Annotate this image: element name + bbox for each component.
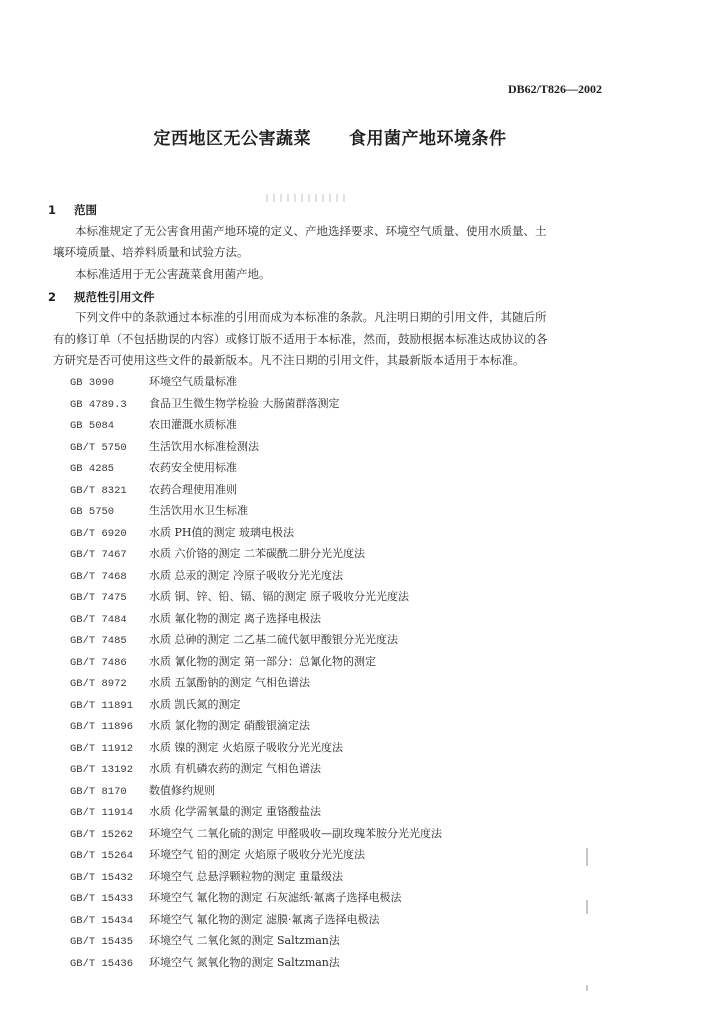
reference-code: GB/T 15435 <box>70 936 134 948</box>
section-2-intro-line-2: 有的修订单（不包括勘误的内容）或修订版不适用于本标准，然而，鼓励根据本标准达成协议的各 <box>53 332 548 346</box>
reference-title: 水质 氰化物的测定 第一部分：总氰化物的测定 <box>149 654 376 668</box>
reference-list <box>70 371 610 973</box>
reference-title: 水质 铜、锌、铅、镉、镉的测定 原子吸收分光光度法 <box>149 590 409 603</box>
document-code: DB62/T826—2002 <box>507 82 602 96</box>
section-1-number: 1 <box>48 203 57 217</box>
reference-title: 水质 化学需氧量的测定 重铬酸盐法 <box>149 805 321 818</box>
reference-title: 水质 五氯酚钠的测定 气相色谱法 <box>149 676 310 689</box>
reference-title: 环境空气质量标准 <box>149 375 237 388</box>
section-1-heading <box>48 202 97 218</box>
reference-item <box>70 414 610 436</box>
section-1-paragraph-1-line-2: 壤环境质量、培养料质量和试验方法。 <box>53 245 249 259</box>
reference-item <box>70 436 610 458</box>
reference-code: GB 4285 <box>70 463 115 475</box>
reference-title: 数值修约规则 <box>149 783 215 797</box>
reference-title: 水质 PH值的测定 玻璃电极法 <box>149 525 294 539</box>
reference-item <box>70 479 610 501</box>
reference-code: GB/T 15432 <box>70 871 134 884</box>
reference-title: 环境空气 氮氧化物的测定 Saltzman法 <box>149 955 340 969</box>
reference-item <box>70 780 610 802</box>
scan-mark <box>586 985 588 991</box>
reference-code: GB 5750 <box>70 506 115 518</box>
reference-item <box>70 715 610 737</box>
reference-code: GB/T 7485 <box>70 635 127 647</box>
reference-code: GB/T 8321 <box>70 484 127 497</box>
reference-item <box>70 543 610 565</box>
reference-code: GB/T 11896 <box>70 721 134 733</box>
reference-item <box>70 694 610 716</box>
reference-item <box>70 586 610 608</box>
reference-item <box>70 866 610 888</box>
scan-mark <box>586 848 588 866</box>
reference-item <box>70 672 610 694</box>
section-1-title: 范围 <box>74 203 97 217</box>
reference-item <box>70 909 610 931</box>
reference-code: GB/T 11891 <box>70 699 134 712</box>
reference-code: GB/T 7484 <box>70 613 127 626</box>
reference-title: 水质 凯氏氮的测定 <box>149 697 241 711</box>
reference-title: 环境空气 氟化物的测定 石灰滤纸·氟离子选择电极法 <box>149 891 402 904</box>
reference-code: GB/T 5750 <box>70 441 127 454</box>
reference-code: GB/T 15264 <box>70 850 134 862</box>
reference-item <box>70 844 610 866</box>
reference-code: GB 5084 <box>70 420 115 432</box>
reference-item <box>70 629 610 651</box>
section-2-heading <box>48 289 155 305</box>
reference-code: GB 4789.3 <box>70 398 127 411</box>
reference-title: 生活饮用水标准检测法 <box>149 439 259 453</box>
reference-code: GB/T 8170 <box>70 785 127 798</box>
section-2-intro-line-1: 下列文件中的条款通过本标准的引用而成为本标准的条款。凡注明日期的引用文件，其随后所 <box>75 310 547 324</box>
reference-item <box>70 608 610 630</box>
reference-item <box>70 565 610 587</box>
reference-title: 水质 总汞的测定 冷原子吸收分光光度法 <box>149 568 343 582</box>
reference-item <box>70 801 610 823</box>
title-part-2: 食用菌产地环境条件 <box>349 129 507 149</box>
title-part-1: 定西地区无公害蔬菜 <box>153 129 311 149</box>
reference-title: 环境空气 氟化物的测定 滤膜·氟离子选择电极法 <box>149 912 380 926</box>
scan-mark <box>586 900 588 914</box>
reference-item <box>70 522 610 544</box>
reference-code: GB/T 7468 <box>70 570 127 583</box>
reference-code: GB 3090 <box>70 377 115 389</box>
reference-item <box>70 651 610 673</box>
section-2-intro-line-3: 方研究是否可使用这些文件的最新版本。凡不注日期的引用文件，其最新版本适用于本标准。 <box>53 353 525 367</box>
document-title <box>0 124 660 149</box>
scan-noise <box>266 194 346 202</box>
reference-item <box>70 952 610 974</box>
reference-title: 水质 有机磷农药的测定 气相色谱法 <box>149 762 321 775</box>
reference-title: 农药合理使用准则 <box>149 482 237 496</box>
reference-code: GB/T 7486 <box>70 656 127 669</box>
reference-title: 农田灌溉水质标准 <box>149 418 237 431</box>
reference-code: GB/T 15433 <box>70 893 134 905</box>
reference-title: 环境空气 二氧化硫的测定 甲醛吸收—副玫瑰苯胺分光光度法 <box>149 826 442 840</box>
reference-code: GB/T 11914 <box>70 807 134 819</box>
reference-item <box>70 371 610 393</box>
reference-item <box>70 737 610 759</box>
reference-title: 食品卫生微生物学检验 大肠菌群落测定 <box>149 396 340 410</box>
section-2-number: 2 <box>48 290 57 304</box>
reference-title: 水质 六价铬的测定 二苯碳酰二肼分光光度法 <box>149 547 365 560</box>
reference-title: 水质 氯化物的测定 硝酸银滴定法 <box>149 719 310 732</box>
reference-code: GB/T 15262 <box>70 828 134 841</box>
reference-item <box>70 457 610 479</box>
reference-code: GB/T 8972 <box>70 678 127 690</box>
section-2-title: 规范性引用文件 <box>74 290 155 304</box>
reference-code: GB/T 7467 <box>70 549 127 561</box>
reference-code: GB/T 11912 <box>70 742 134 755</box>
reference-title: 水质 氟化物的测定 离子选择电极法 <box>149 611 321 625</box>
reference-code: GB/T 6920 <box>70 527 127 540</box>
reference-item <box>70 823 610 845</box>
reference-title: 农药安全使用标准 <box>149 461 237 474</box>
reference-title: 环境空气 铅的测定 火焰原子吸收分光光度法 <box>149 848 365 861</box>
section-1-paragraph-1-line-1: 本标准规定了无公害食用菌产地环境的定义、产地选择要求、环境空气质量、使用水质量、土 <box>75 224 547 238</box>
reference-item <box>70 887 610 909</box>
reference-title: 水质 镍的测定 火焰原子吸收分光光度法 <box>149 740 343 754</box>
reference-code: GB/T 15436 <box>70 957 134 970</box>
reference-title: 环境空气 总悬浮颗粒物的测定 重量级法 <box>149 869 343 883</box>
reference-item <box>70 930 610 952</box>
reference-item <box>70 393 610 415</box>
reference-code: GB/T 7475 <box>70 592 127 604</box>
reference-title: 生活饮用水卫生标准 <box>149 504 248 517</box>
reference-item <box>70 758 610 780</box>
reference-code: GB/T 13192 <box>70 764 134 776</box>
reference-title: 环境空气 二氧化氮的测定 Saltzman法 <box>149 934 340 947</box>
reference-item <box>70 500 610 522</box>
reference-code: GB/T 15434 <box>70 914 134 927</box>
reference-title: 水质 总砷的测定 二乙基二硫代氨甲酸银分光光度法 <box>149 633 398 646</box>
section-1-paragraph-2: 本标准适用于无公害蔬菜食用菌产地。 <box>75 267 271 281</box>
